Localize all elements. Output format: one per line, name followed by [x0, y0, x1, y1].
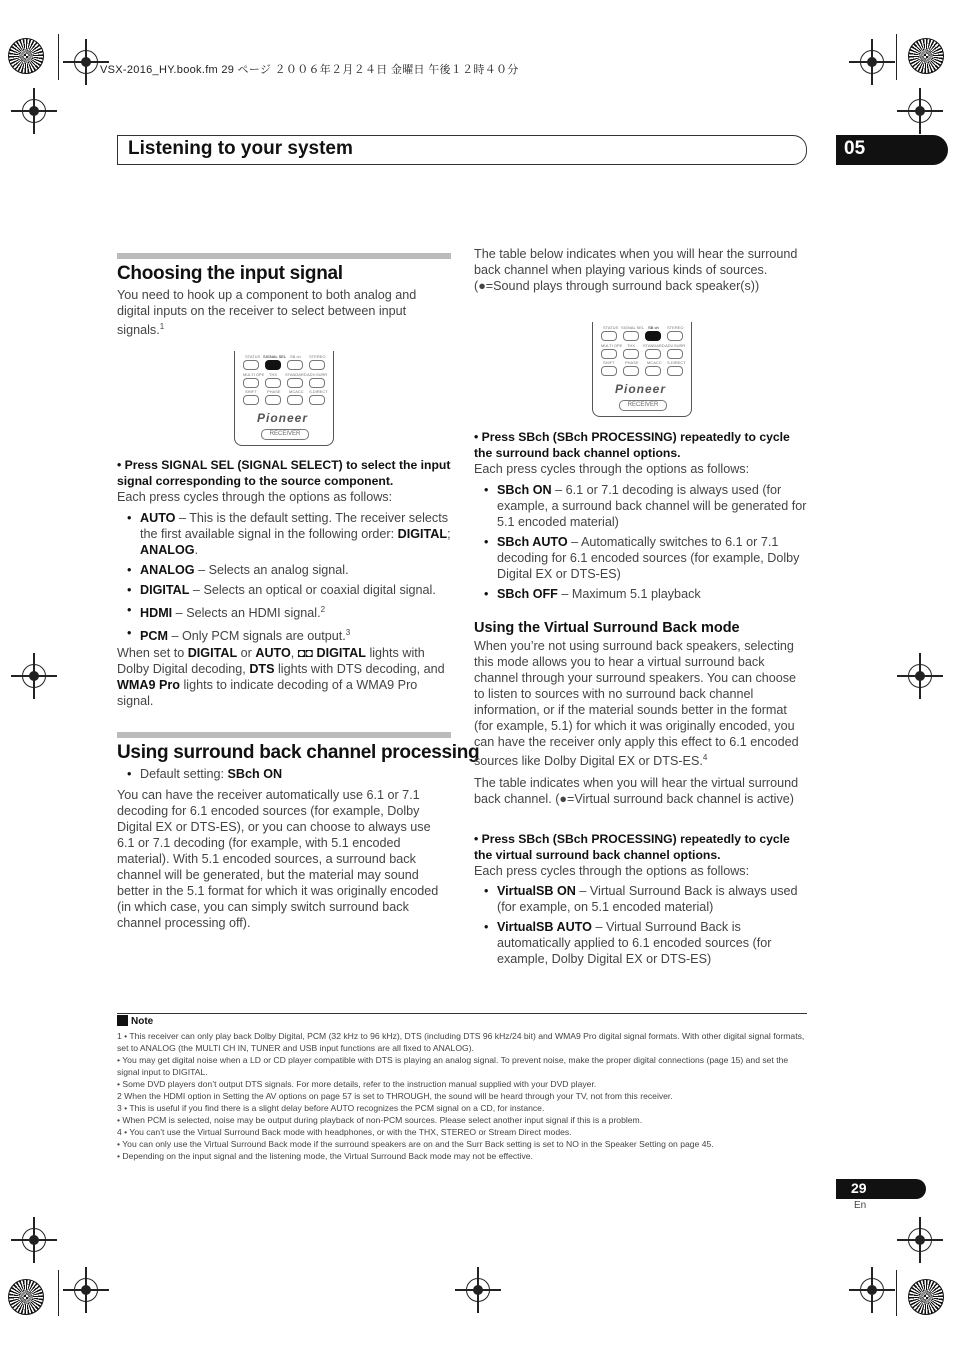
surround-table-intro: The table below indicates when you will hear the surround back channel when playing various kinds of sources. (●=Sound plays through surround back speaker(s)) — [474, 247, 798, 293]
corner-starburst-mark — [908, 38, 944, 74]
step-press-sbch: • Press SBch (SBch PROCESSING) repeatedly to cycle the surround back channel options. — [474, 430, 790, 460]
crop-line — [58, 1270, 59, 1316]
crop-line — [58, 34, 59, 80]
sbch-options — [484, 482, 808, 606]
note-icon — [117, 1015, 128, 1026]
each-press-text: Each press cycles through the options as follows: — [117, 490, 393, 504]
registration-mark — [466, 1278, 490, 1302]
option-sbch-on: • SBch ON – 6.1 or 7.1 decoding is always used (for example, a surround back channel will be generated for 5.1 encoded material) — [484, 482, 808, 530]
sbch-button-highlight — [645, 331, 661, 341]
footnote-line: 1 • This receiver can only play back Dolby Digital, PCM (32 kHz to 96 kHz), DTS (including DTS 96 kHz/24 bit) and WMA9 Pro digital signal formats. With other digital signal formats, set to ANALOG (the MULTI CH IN, TUNER and USB input functions are all fixed to ANALOG). — [117, 1031, 805, 1053]
chapter-title: Listening to your system — [128, 138, 353, 159]
corner-starburst-mark — [8, 1279, 44, 1315]
option-sbch-off: • SBch OFF – Maximum 5.1 playback — [484, 586, 808, 602]
registration-mark — [908, 664, 932, 688]
section-title-surround-back: Using surround back channel processing — [117, 742, 480, 763]
remote-illustration-sbch: STATUS SIGNAL SEL SB ch STEREO MULTI OPE THX STANDARD ADV.SURR SHIFT PHASE MCACC S.DIRECT Pioneer RECEIVER — [592, 322, 692, 417]
crop-line — [896, 34, 897, 80]
note-heading: Note — [117, 1015, 153, 1027]
corner-starburst-mark — [8, 38, 44, 74]
registration-mark — [74, 1278, 98, 1302]
page-number-tab — [836, 1179, 926, 1199]
virtual-sb-body: When you’re not using surround back speakers, selecting this mode allows you to hear a virtual surround back channel through your surround speakers. You can choose to listen to sources with no surround back channel information, or if the material sounds better in the format (for example, 5.1) for which it was originally encoded, you can have the receiver only apply this effect to 6.1 encoded sources like Dolby Digital EX or DTS-ES.$^4$ — [474, 639, 799, 769]
step-press-sbch-virtual: • Press SBch (SBch PROCESSING) repeatedly to cycle the virtual surround back channel options. — [474, 832, 790, 862]
note-rule — [117, 1013, 807, 1014]
section-rule — [117, 732, 451, 738]
registration-mark — [908, 99, 932, 123]
input-signal-intro: You need to hook up a component to both analog and digital inputs on the receiver to select between input signals.$^1$ — [117, 288, 417, 338]
footnote-line: • You may get digital noise when a LD or CD player compatible with DTS is playing an analog signal. To prevent noise, make the proper digital connections (page 15) and set the signal input to DIGITAL. — [117, 1055, 789, 1077]
registration-mark — [908, 1228, 932, 1252]
option-digital: • DIGITAL – Selects an optical or coaxial digital signal. — [127, 582, 453, 598]
option-auto: • AUTO – This is the default setting. The receiver selects the first available signal in the following order: DIGITAL; ANALOG. — [127, 510, 453, 558]
footnote-line: • Some DVD players don’t output DTS signals. For more details, refer to the instruction manual supplied with your DVD player. — [117, 1079, 597, 1089]
footnote-line: • You can only use the Virtual Surround Back mode if the surround speakers are on and the Surr Back setting is set to NO in the Speaker Setting on page 45. — [117, 1139, 714, 1149]
option-virtualsb-on: • VirtualSB ON – Virtual Surround Back is always used (for example, on 5.1 encoded material) — [484, 883, 808, 915]
language-label: En — [854, 1200, 867, 1211]
registration-mark — [22, 664, 46, 688]
input-signal-options — [127, 510, 453, 648]
remote-illustration-signal-sel: STATUS SIGNAL SEL SB ch STEREO MULTI OPE THX STANDARD ADV.SURR SHIFT PHASE MCACC S.DIRECT Pioneer RECEIVER — [234, 351, 334, 446]
option-pcm: • PCM – Only PCM signals are output.$^3$ — [127, 625, 453, 644]
surround-back-body: You can have the receiver automatically use 6.1 or 7.1 decoding for 6.1 encoded sources (for example, Dolby Digital EX or DTS-ES), or you can choose to always use 6.1 or 7.1 decoding (for example, with 5.1 encoded material). With 5.1 encoded sources, a surround back channel will be generated, but the material may sound better in the 5.1 format for which it was originally encoded (in which case, you can simply switch surround back channel processing off). — [117, 788, 439, 930]
registration-mark — [22, 99, 46, 123]
each-press-text: Each press cycles through the options as follows: — [474, 864, 750, 878]
step-press-signal-sel: • Press SIGNAL SEL (SIGNAL SELECT) to select the input signal corresponding to the source component. — [117, 458, 451, 488]
signal-sel-button-highlight — [265, 360, 281, 370]
option-hdmi: • HDMI – Selects an HDMI signal.$^2$ — [127, 602, 453, 621]
footnote-line: 2 When the HDMI option in Setting the AV options on page 57 is set to THROUGH, the sound will be heard through your TV, not from this receiver. — [117, 1091, 673, 1101]
footnote-line: • Depending on the input signal and the listening mode, the Virtual Surround Back mode may not be effective. — [117, 1151, 533, 1161]
section-rule — [117, 253, 451, 259]
option-virtualsb-auto: • VirtualSB AUTO – Virtual Surround Back is automatically applied to 6.1 encoded sources (for example, Dolby Digital EX or DTS-ES) — [484, 919, 808, 967]
chapter-number-tab — [836, 135, 948, 165]
indicator-lights-text: When set to DIGITAL or AUTO, ◘◘ DIGITAL lights with Dolby Digital decoding, DTS lights with DTS decoding, and WMA9 Pro lights to indicate decoding of a WMA9 Pro signal. — [117, 646, 445, 708]
virtual-sb-options — [484, 883, 808, 971]
corner-starburst-mark — [908, 1279, 944, 1315]
registration-mark — [860, 50, 884, 74]
option-analog: • ANALOG – Selects an analog signal. — [127, 562, 453, 578]
section-title-input-signal: Choosing the input signal — [117, 263, 343, 284]
footnote-line: • When PCM is selected, noise may be output during playback of non-PCM sources. Please select another input signal if this is a problem. — [117, 1115, 643, 1125]
file-header: VSX-2016_HY.book.fm 29 ページ ２００６年２月２４日 金曜日 午後１２時４０分 — [100, 64, 519, 76]
virtual-sb-table-text: The table indicates when you will hear the virtual surround back channel. (●=Virtual surround back channel is active) — [474, 776, 799, 806]
footnote-line: 3 • This is useful if you find there is a slight delay before AUTO recognizes the PCM signal on a CD, for instance. — [117, 1103, 545, 1113]
default-setting: • Default setting: SBch ON — [127, 766, 453, 786]
crop-line — [896, 1270, 897, 1316]
registration-mark — [860, 1278, 884, 1302]
section-title-virtual-sb: Using the Virtual Surround Back mode — [474, 620, 740, 636]
chapter-title-bar — [117, 135, 807, 165]
each-press-text: Each press cycles through the options as follows: — [474, 462, 750, 476]
page-number: 29 — [851, 1180, 867, 1196]
option-sbch-auto: • SBch AUTO – Automatically switches to 6.1 or 7.1 decoding for 6.1 encoded sources (for example, Dolby Digital EX or DTS-ES) — [484, 534, 808, 582]
footnote-line: 4 • You can’t use the Virtual Surround Back mode with headphones, or with the THX, STEREO or Stream Direct modes. — [117, 1127, 572, 1137]
chapter-number: 05 — [844, 138, 866, 159]
registration-mark — [74, 50, 98, 74]
registration-mark — [22, 1228, 46, 1252]
footnotes — [117, 1030, 807, 1162]
